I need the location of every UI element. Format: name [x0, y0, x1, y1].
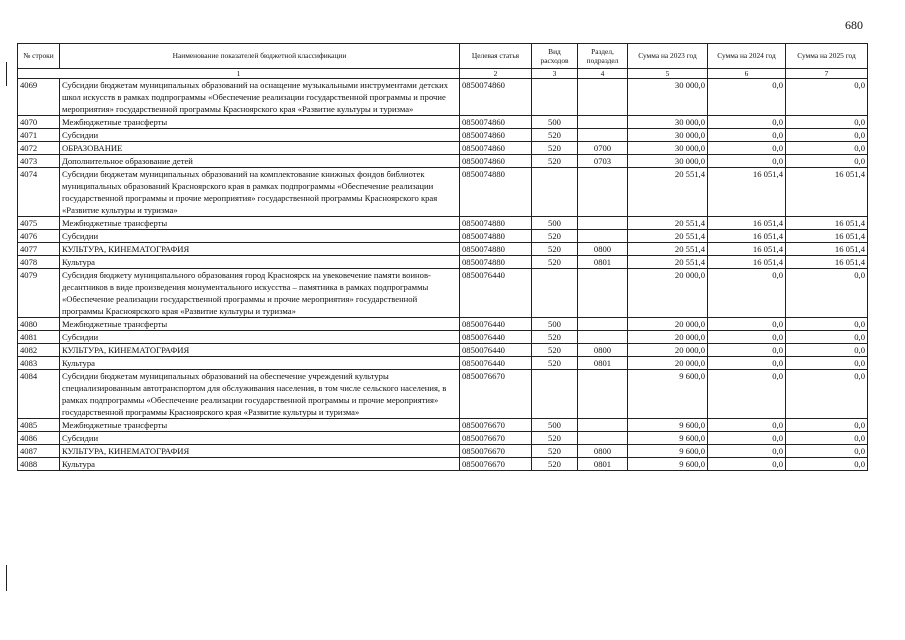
indicator-name: Дополнительное образование детей — [60, 155, 460, 168]
expense-type: 500 — [532, 419, 578, 432]
sum-2025: 16 051,4 — [786, 230, 868, 243]
expense-type: 520 — [532, 445, 578, 458]
expense-type: 520 — [532, 458, 578, 471]
row-number: 4088 — [18, 458, 60, 471]
row-number: 4080 — [18, 318, 60, 331]
budget-table — [17, 43, 868, 471]
row-number: 4073 — [18, 155, 60, 168]
sum-2024: 0,0 — [708, 79, 786, 116]
sum-2025: 16 051,4 — [786, 168, 868, 217]
target-article: 0850074860 — [460, 129, 532, 142]
table-row — [18, 344, 868, 357]
indicator-name: ОБРАЗОВАНИЕ — [60, 142, 460, 155]
indicator-name: Субсидии бюджетам муниципальных образований на оснащение музыкальными инструментами детских школ искусств в рамках подпрограммы «Обеспечение реализации государственной программы и прочие мероприятия» государственной программы Красноярского края «Развитие культуры и туризма» — [60, 79, 460, 116]
section-code — [578, 370, 628, 419]
table-row — [18, 142, 868, 155]
row-number: 4071 — [18, 129, 60, 142]
row-number: 4070 — [18, 116, 60, 129]
sum-2025: 0,0 — [786, 432, 868, 445]
sum-2025: 0,0 — [786, 357, 868, 370]
sum-2025: 0,0 — [786, 445, 868, 458]
sum-2024: 0,0 — [708, 357, 786, 370]
sum-2024: 0,0 — [708, 318, 786, 331]
sum-2025: 0,0 — [786, 419, 868, 432]
target-article: 0850074860 — [460, 79, 532, 116]
sum-2024: 0,0 — [708, 269, 786, 318]
table-row — [18, 217, 868, 230]
indicator-name: Культура — [60, 458, 460, 471]
expense-type — [532, 370, 578, 419]
sum-2023: 20 000,0 — [628, 357, 708, 370]
sum-2025: 0,0 — [786, 269, 868, 318]
sum-2024: 16 051,4 — [708, 168, 786, 217]
table-header-row — [18, 44, 868, 69]
target-article: 0850074880 — [460, 168, 532, 217]
target-article: 0850076440 — [460, 357, 532, 370]
expense-type: 520 — [532, 230, 578, 243]
section-code — [578, 432, 628, 445]
section-code — [578, 217, 628, 230]
sum-2024: 0,0 — [708, 458, 786, 471]
table-row — [18, 432, 868, 445]
margin-mark — [6, 565, 7, 591]
table-row — [18, 79, 868, 116]
indicator-name: Субсидии бюджетам муниципальных образований на комплектование книжных фондов библиотек муниципальных образований Красноярского края в рамках подпрограммы «Обеспечение реализации государственной программы и прочие мероприятия» государственной программы Красноярского края «Развитие культуры и туризма» — [60, 168, 460, 217]
row-number: 4079 — [18, 269, 60, 318]
table-row — [18, 230, 868, 243]
section-code: 0800 — [578, 445, 628, 458]
sum-2023: 20 000,0 — [628, 318, 708, 331]
target-article: 0850076670 — [460, 432, 532, 445]
indicator-name: Культура — [60, 357, 460, 370]
sum-2025: 0,0 — [786, 344, 868, 357]
table-row — [18, 445, 868, 458]
sum-2025: 0,0 — [786, 331, 868, 344]
expense-type: 500 — [532, 116, 578, 129]
sum-2025: 0,0 — [786, 79, 868, 116]
target-article: 0850074880 — [460, 217, 532, 230]
indicator-name: КУЛЬТУРА, КИНЕМАТОГРАФИЯ — [60, 344, 460, 357]
table-row — [18, 129, 868, 142]
indicator-name: Субсидии — [60, 230, 460, 243]
sum-2024: 16 051,4 — [708, 243, 786, 256]
target-article: 0850074880 — [460, 243, 532, 256]
target-article: 0850076440 — [460, 344, 532, 357]
section-code: 0800 — [578, 344, 628, 357]
section-code — [578, 129, 628, 142]
table-row — [18, 370, 868, 419]
sum-2025: 0,0 — [786, 155, 868, 168]
row-number: 4072 — [18, 142, 60, 155]
table-body — [18, 79, 868, 471]
row-number: 4076 — [18, 230, 60, 243]
sum-2024: 0,0 — [708, 155, 786, 168]
sum-2023: 30 000,0 — [628, 142, 708, 155]
sum-2024: 16 051,4 — [708, 230, 786, 243]
section-code: 0801 — [578, 256, 628, 269]
target-article: 0850076670 — [460, 445, 532, 458]
indicator-name: Субсидии бюджетам муниципальных образований на обеспечение учреждений культуры специализированным автотранспортом для обслуживания населения, в том числе сельского населения, в рамках подпрограммы «Обеспечение реализации государственной программы и прочие мероприятия» государственной программы Красноярского края «Развитие культуры и туризма» — [60, 370, 460, 419]
column-number: 7 — [786, 69, 868, 79]
sum-2025: 0,0 — [786, 142, 868, 155]
sum-2023: 9 600,0 — [628, 445, 708, 458]
target-article: 0850076440 — [460, 318, 532, 331]
row-number: 4086 — [18, 432, 60, 445]
sum-2023: 30 000,0 — [628, 155, 708, 168]
expense-type: 520 — [532, 243, 578, 256]
section-code — [578, 230, 628, 243]
target-article: 0850074880 — [460, 230, 532, 243]
indicator-name: Межбюджетные трансферты — [60, 116, 460, 129]
sum-2023: 30 000,0 — [628, 129, 708, 142]
sum-2025: 16 051,4 — [786, 217, 868, 230]
section-code: 0800 — [578, 243, 628, 256]
target-article: 0850076440 — [460, 269, 532, 318]
row-number: 4084 — [18, 370, 60, 419]
target-article: 0850074880 — [460, 256, 532, 269]
sum-2023: 30 000,0 — [628, 116, 708, 129]
sum-2025: 16 051,4 — [786, 243, 868, 256]
row-number: 4074 — [18, 168, 60, 217]
section-code — [578, 419, 628, 432]
column-number-row — [18, 69, 868, 79]
page-number: 680 — [845, 18, 863, 32]
section-code: 0801 — [578, 357, 628, 370]
margin-mark — [6, 62, 7, 86]
section-code — [578, 318, 628, 331]
section-code — [578, 79, 628, 116]
row-number: 4069 — [18, 79, 60, 116]
expense-type: 520 — [532, 331, 578, 344]
column-number: 4 — [578, 69, 628, 79]
sum-2024: 0,0 — [708, 116, 786, 129]
sum-2023: 30 000,0 — [628, 79, 708, 116]
section-code — [578, 331, 628, 344]
expense-type: 520 — [532, 432, 578, 445]
sum-2023: 20 000,0 — [628, 331, 708, 344]
indicator-name: Субсидии — [60, 129, 460, 142]
sum-2024: 0,0 — [708, 445, 786, 458]
indicator-name: Межбюджетные трансферты — [60, 318, 460, 331]
sum-2024: 0,0 — [708, 331, 786, 344]
section-code — [578, 269, 628, 318]
sum-2024: 16 051,4 — [708, 256, 786, 269]
sum-2024: 0,0 — [708, 432, 786, 445]
indicator-name: Субсидия бюджету муниципального образования город Красноярск на увековечение памяти воинов-десантников в виде произведения монументального искусства – памятника в рамках подпрограммы «Обеспечение реализации государственной программы и прочие мероприятия» государственной программы Красноярского края «Развитие культуры и туризма» — [60, 269, 460, 318]
expense-type: 520 — [532, 129, 578, 142]
table-row — [18, 458, 868, 471]
table-row — [18, 357, 868, 370]
target-article: 0850076670 — [460, 419, 532, 432]
header-sum-2024: Сумма на 2024 год — [708, 44, 786, 69]
expense-type: 520 — [532, 142, 578, 155]
section-code: 0700 — [578, 142, 628, 155]
sum-2025: 0,0 — [786, 458, 868, 471]
section-code — [578, 116, 628, 129]
target-article: 0850076440 — [460, 331, 532, 344]
table-row — [18, 168, 868, 217]
section-code — [578, 168, 628, 217]
indicator-name: КУЛЬТУРА, КИНЕМАТОГРАФИЯ — [60, 445, 460, 458]
header-indicator-name: Наименование показателей бюджетной классификации — [60, 44, 460, 69]
sum-2025: 0,0 — [786, 370, 868, 419]
indicator-name: КУЛЬТУРА, КИНЕМАТОГРАФИЯ — [60, 243, 460, 256]
sum-2025: 0,0 — [786, 116, 868, 129]
sum-2024: 0,0 — [708, 129, 786, 142]
indicator-name: Межбюджетные трансферты — [60, 217, 460, 230]
table-row — [18, 269, 868, 318]
row-number: 4075 — [18, 217, 60, 230]
sum-2023: 20 000,0 — [628, 344, 708, 357]
header-row-number: № строки — [18, 44, 60, 69]
header-sum-2025: Сумма на 2025 год — [786, 44, 868, 69]
indicator-name: Межбюджетные трансферты — [60, 419, 460, 432]
table-row — [18, 419, 868, 432]
sum-2023: 9 600,0 — [628, 458, 708, 471]
table-row — [18, 155, 868, 168]
sum-2023: 9 600,0 — [628, 419, 708, 432]
row-number: 4077 — [18, 243, 60, 256]
sum-2025: 16 051,4 — [786, 256, 868, 269]
sum-2025: 0,0 — [786, 129, 868, 142]
indicator-name: Культура — [60, 256, 460, 269]
sum-2023: 9 600,0 — [628, 370, 708, 419]
expense-type: 520 — [532, 155, 578, 168]
row-number: 4085 — [18, 419, 60, 432]
row-number: 4083 — [18, 357, 60, 370]
header-sum-2023: Сумма на 2023 год — [628, 44, 708, 69]
table-row — [18, 256, 868, 269]
table-row — [18, 116, 868, 129]
expense-type — [532, 168, 578, 217]
sum-2024: 0,0 — [708, 419, 786, 432]
table-row — [18, 331, 868, 344]
sum-2023: 20 551,4 — [628, 217, 708, 230]
sum-2024: 0,0 — [708, 142, 786, 155]
target-article: 0850076670 — [460, 370, 532, 419]
sum-2023: 20 551,4 — [628, 256, 708, 269]
section-code: 0703 — [578, 155, 628, 168]
sum-2023: 20 551,4 — [628, 243, 708, 256]
column-number: 2 — [460, 69, 532, 79]
sum-2023: 9 600,0 — [628, 432, 708, 445]
row-number: 4078 — [18, 256, 60, 269]
column-number: 5 — [628, 69, 708, 79]
sum-2023: 20 551,4 — [628, 230, 708, 243]
expense-type: 520 — [532, 344, 578, 357]
sum-2023: 20 551,4 — [628, 168, 708, 217]
column-number: 3 — [532, 69, 578, 79]
sum-2024: 0,0 — [708, 370, 786, 419]
row-number: 4087 — [18, 445, 60, 458]
expense-type — [532, 269, 578, 318]
column-number: 6 — [708, 69, 786, 79]
expense-type: 520 — [532, 256, 578, 269]
table-row — [18, 243, 868, 256]
header-target-article: Целевая статья — [460, 44, 532, 69]
column-number: 1 — [18, 69, 460, 79]
sum-2025: 0,0 — [786, 318, 868, 331]
indicator-name: Субсидии — [60, 432, 460, 445]
expense-type — [532, 79, 578, 116]
row-number: 4081 — [18, 331, 60, 344]
header-expense-type: Вид расходов — [532, 44, 578, 69]
indicator-name: Субсидии — [60, 331, 460, 344]
header-section: Раздел, подраздел — [578, 44, 628, 69]
sum-2024: 16 051,4 — [708, 217, 786, 230]
target-article: 0850074860 — [460, 142, 532, 155]
target-article: 0850074860 — [460, 116, 532, 129]
expense-type: 500 — [532, 217, 578, 230]
sum-2023: 20 000,0 — [628, 269, 708, 318]
sum-2024: 0,0 — [708, 344, 786, 357]
expense-type: 500 — [532, 318, 578, 331]
target-article: 0850074860 — [460, 155, 532, 168]
target-article: 0850076670 — [460, 458, 532, 471]
section-code: 0801 — [578, 458, 628, 471]
row-number: 4082 — [18, 344, 60, 357]
expense-type: 520 — [532, 357, 578, 370]
table-row — [18, 318, 868, 331]
